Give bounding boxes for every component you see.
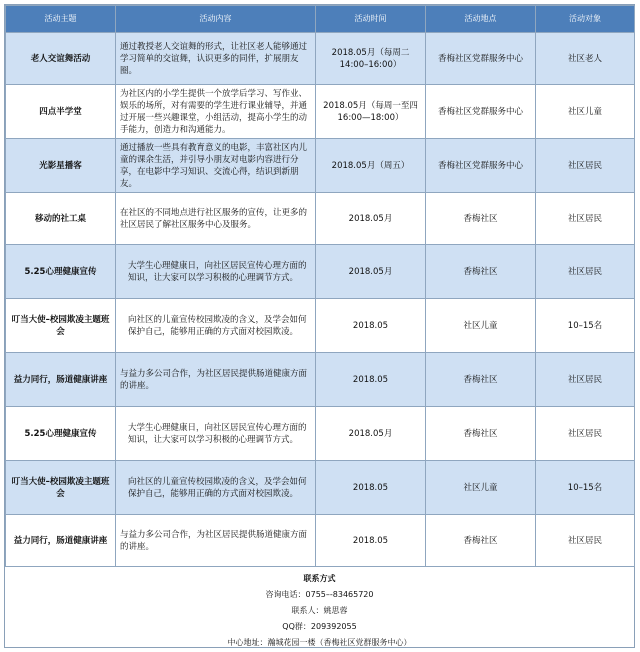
row-time: 2018.05月（每周二 14:00–16:00） <box>331 47 410 70</box>
row-place: 香梅社区党群服务中心 <box>437 106 523 117</box>
row-place: 香梅社区党群服务中心 <box>437 53 523 64</box>
row-content: 通过教授老人交谊舞的形式，让社区老人能够通过 学习简单的交谊舞，认识更多的同伴，扩展朋友 圈。 <box>120 41 308 76</box>
table-row <box>6 461 635 515</box>
row-topic: 益力同行，肠道健康讲座 <box>13 374 108 385</box>
table-header-row <box>6 6 635 33</box>
row-target: 社区老人 <box>567 53 602 64</box>
contact-person: 联系人：姚思蓉 <box>291 606 348 615</box>
table-row <box>6 407 635 461</box>
row-topic: 叮当大使–校园欺凌主题班 会 <box>11 476 110 499</box>
row-topic: 益力同行，肠道健康讲座 <box>13 535 108 546</box>
table-row <box>6 33 635 85</box>
row-content: 向社区的儿童宣传校园欺凌的含义，及学会如何 保护自己，能够用正确的方式面对校园欺凌。 <box>128 476 307 499</box>
row-place: 香梅社区 <box>463 213 498 224</box>
row-content: 大学生心理健康日，向社区居民宣传心理方面的 知识，让大家可以学习积极的心理调节方式。 <box>128 260 307 283</box>
row-time: 2018.05月 <box>348 213 393 224</box>
row-time: 2018.05月 <box>348 428 393 439</box>
row-time: 2018.05月（每周一至四 16:00—18:00） <box>323 100 418 123</box>
table-row <box>6 299 635 353</box>
row-topic: 四点半学堂 <box>39 106 82 117</box>
row-content: 向社区的儿童宣传校园欺凌的含义，及学会如何 保护自己，能够用正确的方式面对校园欺凌。 <box>128 314 307 337</box>
row-place: 社区儿童 <box>463 482 498 493</box>
row-time: 2018.05 <box>352 374 389 385</box>
row-target: 10–15名 <box>567 320 603 331</box>
row-time: 2018.05 <box>352 320 389 331</box>
row-target: 社区居民 <box>567 213 602 224</box>
table-row <box>6 139 635 193</box>
row-place: 香梅社区 <box>463 428 498 439</box>
header-content: 活动内容 <box>116 6 316 33</box>
header-time: 活动时间 <box>316 6 426 33</box>
header-topic: 活动主题 <box>6 6 116 33</box>
contact-address: 中心地址：瀚城花园一楼（香梅社区党群服务中心） <box>227 638 412 647</box>
row-target: 社区居民 <box>567 428 602 439</box>
table-row <box>6 245 635 299</box>
row-target: 10–15名 <box>567 482 603 493</box>
row-target: 社区居民 <box>567 535 602 546</box>
row-content: 通过播放一些具有教育意义的电影，丰富社区内儿 童的课余生活，并引导小朋友对电影内容进行分 享，在电影中学习知识、交流心得，结识到新朋 友。 <box>120 142 308 189</box>
row-topic: 光影星播客 <box>39 160 82 171</box>
row-place: 香梅社区 <box>463 535 498 546</box>
table-row <box>6 193 635 245</box>
table-row <box>6 85 635 139</box>
row-topic: 移动的社工桌 <box>34 213 86 224</box>
row-place: 香梅社区党群服务中心 <box>437 160 523 171</box>
table-row <box>6 515 635 567</box>
row-time: 2018.05月（周五） <box>331 160 410 171</box>
row-time: 2018.05 <box>352 535 389 546</box>
contact-qq: QQ群：209392055 <box>282 622 357 631</box>
row-target: 社区居民 <box>567 374 602 385</box>
header-target: 活动对象 <box>536 6 635 33</box>
activity-table <box>5 5 635 567</box>
row-content: 为社区内的小学生提供一个放学后学习、写作业、 娱乐的场所，对有需要的学生进行课业辅导，并通 过开展一些兴趣课堂，小组活动，提高小学生的动 手能力，创造力和沟通能力。 <box>120 88 308 135</box>
row-target: 社区儿童 <box>567 106 602 117</box>
row-content: 大学生心理健康日，向社区居民宣传心理方面的 知识，让大家可以学习积极的心理调节方式。 <box>128 422 307 445</box>
row-topic: 5.25心理健康宣传 <box>24 266 97 277</box>
row-topic: 5.25心理健康宣传 <box>24 428 97 439</box>
row-target: 社区居民 <box>567 266 602 277</box>
row-content: 与益力多公司合作，为社区居民提供肠道健康方面 的讲座。 <box>120 529 308 552</box>
row-topic: 叮当大使–校园欺凌主题班 会 <box>11 314 110 337</box>
contact-heading: 联系方式 <box>303 574 336 583</box>
header-place: 活动地点 <box>426 6 536 33</box>
row-place: 香梅社区 <box>463 266 498 277</box>
activity-document <box>4 4 635 648</box>
row-place: 香梅社区 <box>463 374 498 385</box>
row-target: 社区居民 <box>567 160 602 171</box>
row-content: 与益力多公司合作，为社区居民提供肠道健康方面 的讲座。 <box>120 368 308 391</box>
row-time: 2018.05月 <box>348 266 393 277</box>
row-time: 2018.05 <box>352 482 389 493</box>
contact-phone: 咨询电话：0755–-83465720 <box>265 590 374 599</box>
contact-section <box>5 567 634 651</box>
row-topic: 老人交谊舞活动 <box>30 53 91 64</box>
row-content: 在社区的不同地点进行社区服务的宣传，让更多的 社区居民了解社区服务中心及服务。 <box>120 207 308 230</box>
table-row <box>6 353 635 407</box>
row-place: 社区儿童 <box>463 320 498 331</box>
